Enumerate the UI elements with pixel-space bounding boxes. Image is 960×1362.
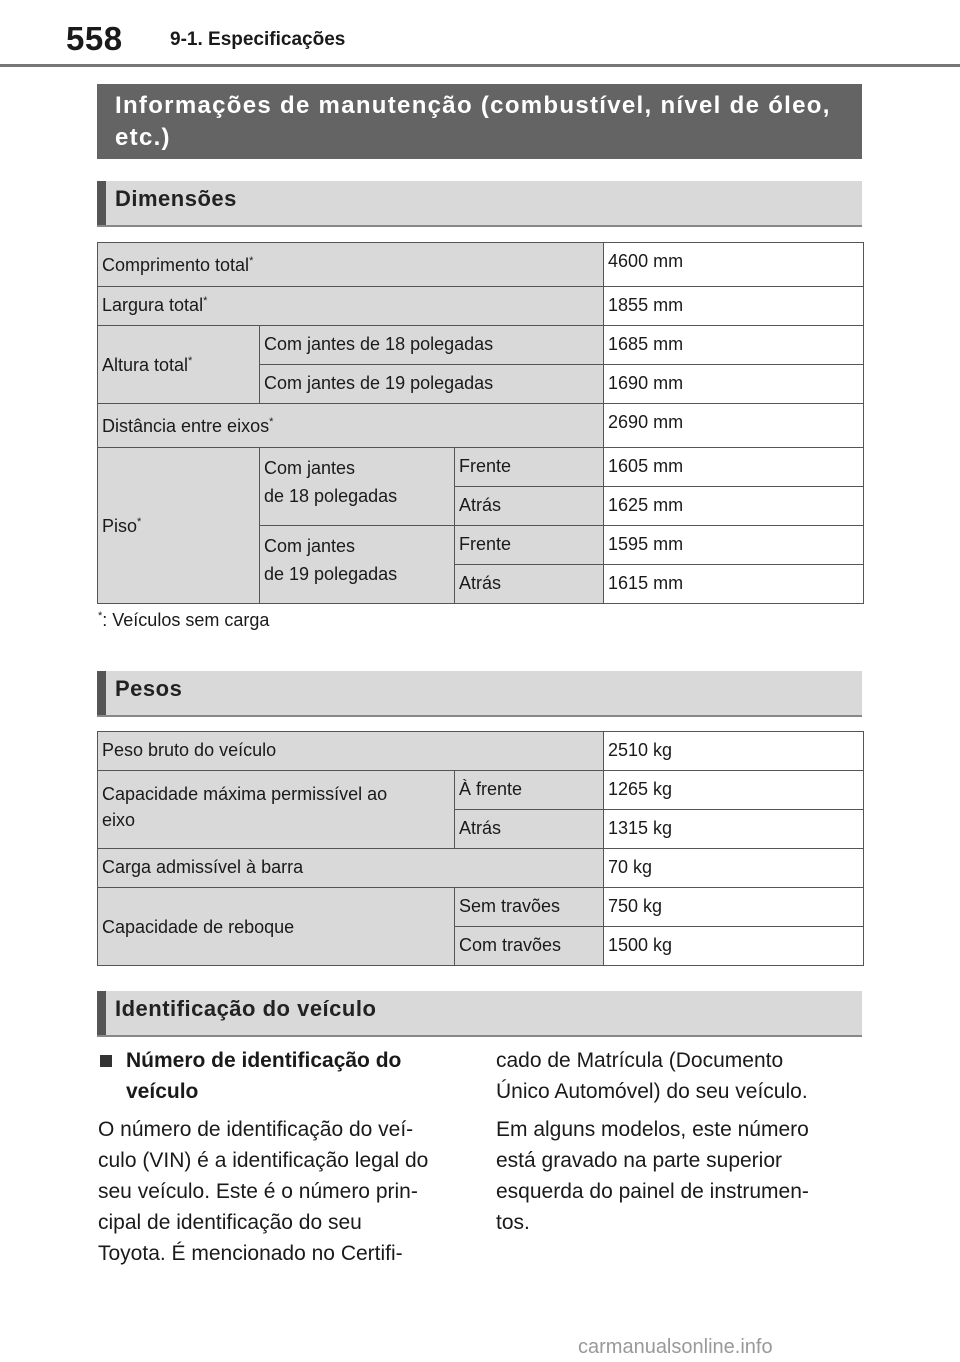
row-value: 1500 kg xyxy=(604,927,864,966)
text-line: cado de Matrícula (Documento xyxy=(496,1049,784,1072)
weights-heading xyxy=(97,671,862,717)
vin-subtitle: Número de identificação do veículo xyxy=(98,1045,470,1107)
text-line: tos. xyxy=(496,1211,530,1234)
row-value: 1605 mm xyxy=(604,448,864,487)
table-row xyxy=(98,243,864,287)
row-label: Piso* xyxy=(98,448,260,604)
identification-heading xyxy=(97,991,862,1037)
table-row xyxy=(98,888,864,927)
row-position: Frente xyxy=(455,448,604,487)
row-label: Distância entre eixos* xyxy=(98,404,604,448)
row-position: Com travões xyxy=(455,927,604,966)
main-title: Informações de manutenção (combustível, nível de óleo, etc.) xyxy=(115,92,831,151)
text-line: culo (VIN) é a identificação legal do xyxy=(98,1149,429,1172)
row-position: Atrás xyxy=(455,810,604,849)
heading-bar xyxy=(97,671,106,715)
page-number: 558 xyxy=(66,20,123,57)
section-label: 9-1. Especificações xyxy=(170,29,346,50)
left-column xyxy=(98,1045,470,1269)
row-value: 1685 mm xyxy=(604,326,864,365)
table-row xyxy=(98,732,864,771)
row-value: 70 kg xyxy=(604,849,864,888)
row-value: 1615 mm xyxy=(604,565,864,604)
identification-title: Identificação do veículo xyxy=(115,996,377,1021)
footnote: *: Veículos sem carga xyxy=(98,610,270,630)
weights-title: Pesos xyxy=(115,676,183,701)
row-label: Altura total* xyxy=(98,326,260,404)
vin-paragraph xyxy=(98,1114,470,1269)
text-line: seu veículo. Este é o número prin- xyxy=(98,1180,418,1203)
main-title-banner xyxy=(97,84,862,159)
row-sublabel: Com jantes de 19 polegadas xyxy=(260,526,455,604)
row-value: 1625 mm xyxy=(604,487,864,526)
row-label: Capacidade máxima permissível ao eixo xyxy=(98,771,455,849)
dimensions-title: Dimensões xyxy=(115,186,237,211)
dimensions-table xyxy=(97,242,864,604)
row-label: Capacidade de reboque xyxy=(98,888,455,966)
vin-paragraph-continued xyxy=(496,1045,866,1107)
right-column xyxy=(496,1045,866,1238)
row-value: 1690 mm xyxy=(604,365,864,404)
table-row xyxy=(98,404,864,448)
row-label: Carga admissível à barra xyxy=(98,849,604,888)
row-value: 2690 mm xyxy=(604,404,864,448)
row-position: À frente xyxy=(455,771,604,810)
table-row xyxy=(98,849,864,888)
row-value: 1315 kg xyxy=(604,810,864,849)
watermark: carmanualsonline.info xyxy=(578,1336,773,1358)
header-rule xyxy=(0,64,960,67)
row-value: 1265 kg xyxy=(604,771,864,810)
heading-bar xyxy=(97,181,106,225)
row-position: Sem travões xyxy=(455,888,604,927)
weights-table xyxy=(97,731,864,966)
row-value: 750 kg xyxy=(604,888,864,927)
vin-paragraph-models xyxy=(496,1114,866,1238)
heading-bar xyxy=(97,991,106,1035)
row-value: 1595 mm xyxy=(604,526,864,565)
table-row xyxy=(98,287,864,326)
row-label: Peso bruto do veículo xyxy=(98,732,604,771)
row-sublabel: Com jantes de 18 polegadas xyxy=(260,448,455,526)
text-line: esquerda do painel de instrumen- xyxy=(496,1180,809,1203)
row-value: 1855 mm xyxy=(604,287,864,326)
row-value: 4600 mm xyxy=(604,243,864,287)
text-line: está gravado na parte superior xyxy=(496,1149,783,1172)
square-bullet-icon xyxy=(100,1055,112,1067)
table-row xyxy=(98,326,864,365)
text-line: Toyota. É mencionado no Certifi- xyxy=(98,1242,403,1265)
text-line: cipal de identificação do seu xyxy=(98,1211,362,1234)
text-line: Em alguns modelos, este número xyxy=(496,1118,809,1141)
table-row xyxy=(98,448,864,487)
row-position: Frente xyxy=(455,526,604,565)
table-row xyxy=(98,771,864,810)
dimensions-heading xyxy=(97,181,862,227)
row-label: Comprimento total* xyxy=(98,243,604,287)
text-line: Único Automóvel) do seu veículo. xyxy=(496,1080,808,1103)
row-position: Atrás xyxy=(455,487,604,526)
row-value: 2510 kg xyxy=(604,732,864,771)
row-sublabel: Com jantes de 19 polegadas xyxy=(260,365,604,404)
row-position: Atrás xyxy=(455,565,604,604)
row-label: Largura total* xyxy=(98,287,604,326)
row-sublabel: Com jantes de 18 polegadas xyxy=(260,326,604,365)
text-line: O número de identificação do veí- xyxy=(98,1118,414,1141)
